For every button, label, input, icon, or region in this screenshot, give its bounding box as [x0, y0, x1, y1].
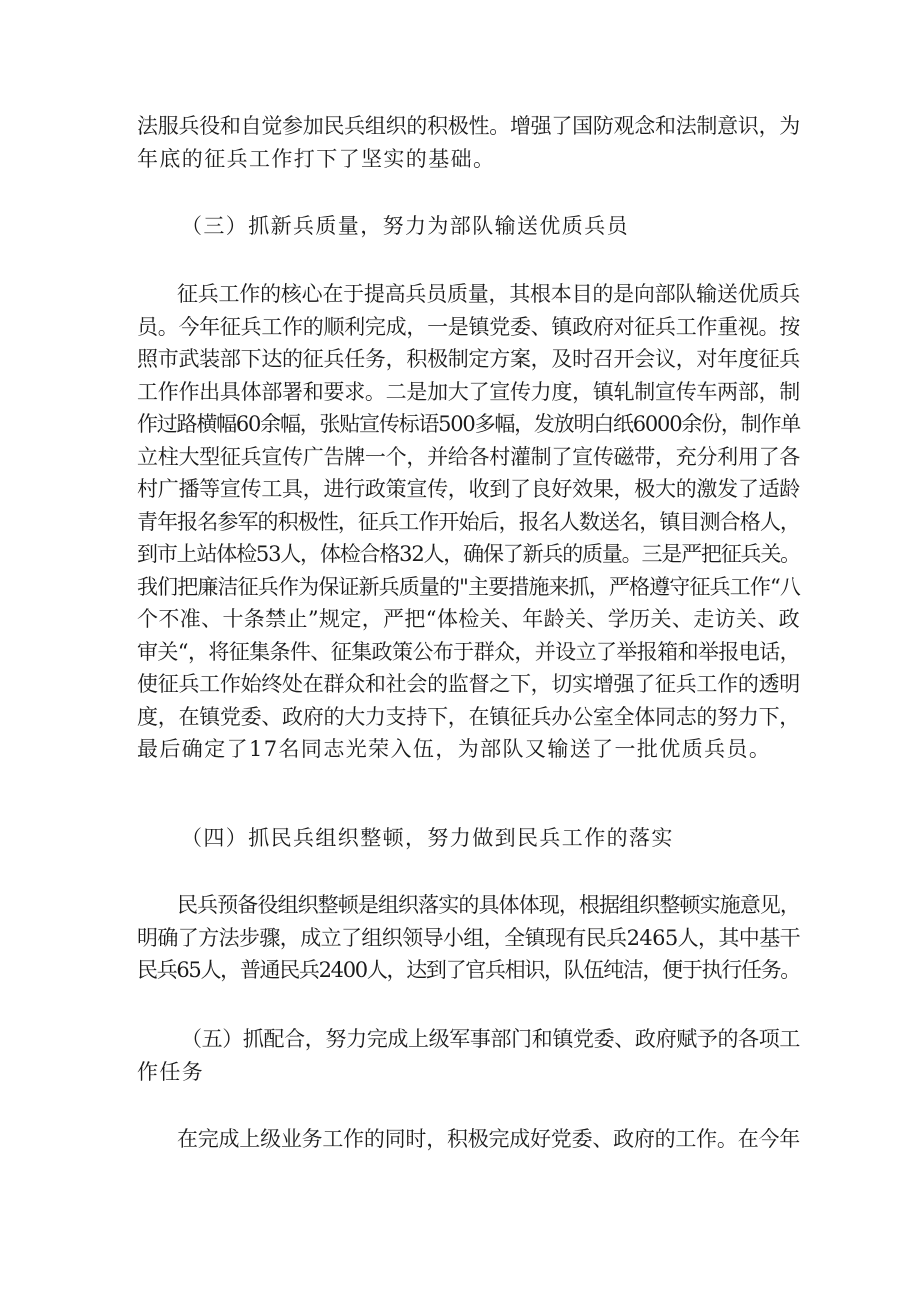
paragraph-section-5 — [137, 1123, 800, 1156]
text-line: 照市武装部下达的征兵任务，积极制定方案，及时召开会议，对年度征兵 — [137, 347, 801, 371]
section-heading-5 — [137, 1023, 800, 1088]
text-line: 青年报名参军的积极性，征兵工作开始后，报名人数送名，镇目测合格人， — [137, 509, 800, 534]
paragraph-section-4 — [137, 889, 801, 987]
text-line: 法服兵役和自觉参加民兵组织的积极性。增强了国防观念和法制意识，为 — [137, 114, 801, 138]
text-line: 个不准、十条禁止”规定，严把“体检关、年龄关、学历关、走访关、政 — [137, 607, 800, 631]
text-line: 征兵工作的核心在于提高兵员质量，其根本目的是向部队输送优质兵 — [177, 282, 800, 306]
section-heading-4 — [181, 822, 841, 855]
text-line: 审关“，将征集条件、征集政策公布于群众，并设立了举报箱和举报电话， — [137, 639, 800, 664]
text-line: 在完成上级业务工作的同时，积极完成好党委、政府的工作。在今年 — [177, 1127, 800, 1151]
text-line: 工作作出具体部署和要求。二是加大了宣传力度，镇轧制宣传车两部，制 — [137, 379, 801, 404]
section-heading-3 — [181, 210, 841, 243]
heading-text: （三）抓新兵质量，努力为部队输送优质兵员 — [181, 214, 629, 238]
text-line: 明确了方法步骤，成立了组织领导小组，全镇现有民兵2465人，其中基干 — [137, 925, 800, 950]
paragraph-intro-continuation — [137, 110, 801, 175]
text-line: 度，在镇党委、政府的大力支持下，在镇征兵办公室全体同志的努力下， — [137, 704, 801, 729]
text-line: 我们把廉洁征兵作为保证新兵质量的"主要措施来抓，严格遵守征兵工作“八 — [137, 574, 800, 599]
text-line: 员。今年征兵工作的顺利完成，一是镇党委、镇政府对征兵工作重视。按 — [137, 314, 801, 339]
text-line: 民兵预备役组织整顿是组织落实的具体体现，根据组织整顿实施意见， — [177, 893, 800, 917]
text-line: 村广播等宣传工具，进行政策宣传，收到了良好效果，极大的激发了适龄 — [137, 477, 801, 501]
text-line: 民兵65人，普通民兵2400人，达到了官兵相识，队伍纯洁，便于执行任务。 — [137, 958, 801, 982]
text-line: 立柱大型征兵宣传广告牌一个，并给各村灌制了宣传磁带，充分利用了各 — [137, 444, 801, 469]
heading-text: （五）抓配合，努力完成上级军事部门和镇党委、政府赋予的各项工 — [181, 1027, 800, 1051]
text-line: 作过路横幅60余幅，张贴宣传标语500多幅，发放明白纸6000余份，制作单 — [137, 412, 800, 436]
heading-text: 作任务 — [137, 1059, 205, 1084]
text-line: 年底的征兵工作打下了坚实的基础。 — [137, 146, 496, 171]
paragraph-section-3 — [137, 278, 801, 766]
heading-text: （四）抓民兵组织整顿，努力做到民兵工作的落实 — [181, 826, 674, 850]
text-line: 使征兵工作始终处在群众和社会的监督之下，切实增强了征兵工作的透明 — [137, 672, 801, 696]
text-line: 到市上站体检53人，体检合格32人，确保了新兵的质量。三是严把征兵关。 — [137, 542, 800, 566]
text-line: 最后确定了17名同志光荣入伍，为部队又输送了一批优质兵员。 — [137, 737, 772, 761]
